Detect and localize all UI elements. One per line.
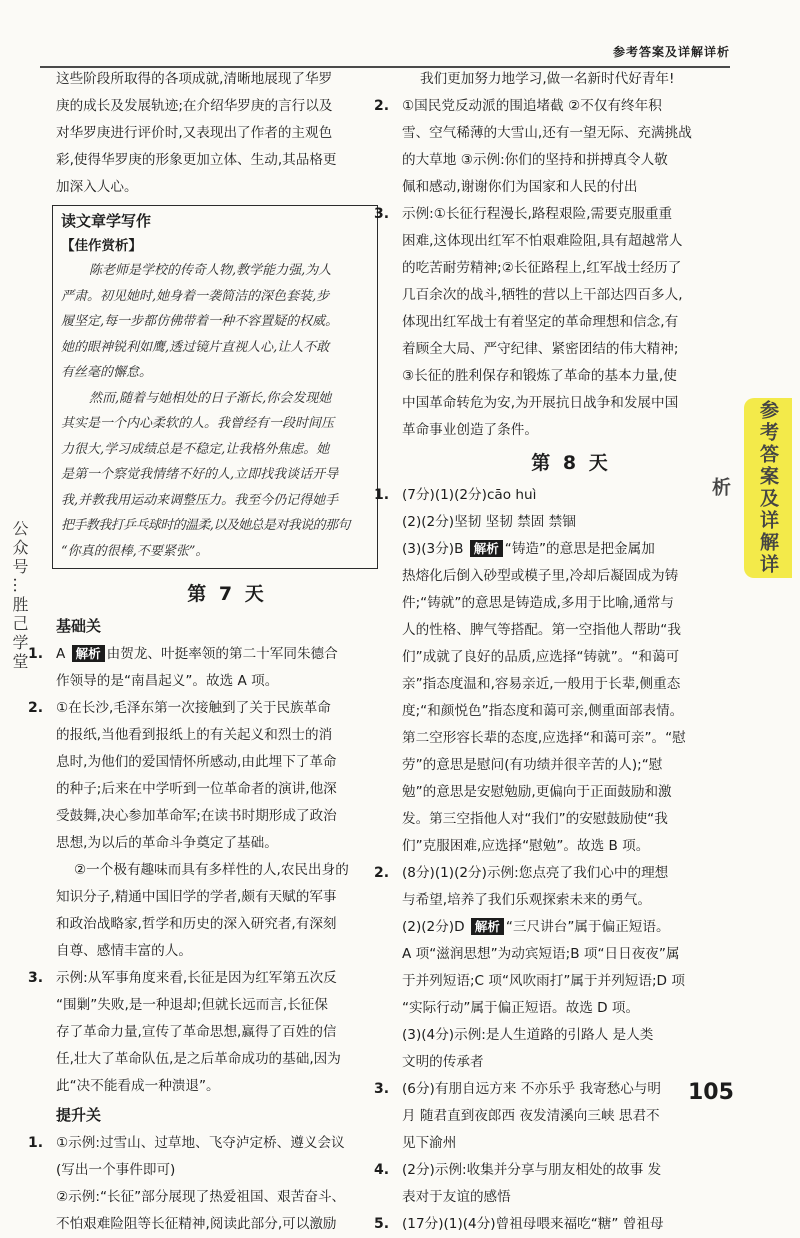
sample-essay: 陈老师是学校的传奇人物,教学能力强,为人 严肃。初见她时,她身着一袭简洁的深色套装,步 履坚定,每一步都仿佛带着一种不容置疑的权威。 她的眼神锐利如鹰,透过镜片直视人心,让人不敢 有丝毫的懈怠。 然而,随着与她相处的日子渐长,你会发现她 其实是一个内心柔软的人。我曾经有一段时间压 力很大,学习成绩总是不稳定,让我格外焦虑。她 是第一个察觉我情绪不好的人,立即找我谈话开导 我,并教我用运动来调整压力。我至今仍记得她手 把手教我打乒乓球时的温柔,以及她总是对我说的那句 “你真的很棒,不要紧张”。 <box>61 263 350 559</box>
day8-question-3: 3. (6分)有朋自远方来 不亦乐乎 我寄愁心与明 月 随君直到夜郎西 夜发清溪向三峡 思君不 见下渝州 <box>374 1081 661 1151</box>
section-basic: 基础关 <box>56 617 102 635</box>
box-subtitle: 【佳作赏析】 <box>61 238 142 254</box>
question-2: 2. ①在长沙,毛泽东第一次接触到了关于民族革命 的报纸,当他看到报纸上的有关起义和烈士的消 息时,为他们的爱国情怀所感动,由此埋下了革命 的种子;后来在中学听到一位革命者的演讲,他深 受鼓舞,决心参加革命军;在读书时期形成了政治 思想,为以后的革命斗争奠定了基础。 ②一个极有趣味而具有多样性的人,农民出身的 知识分子,精通中国旧学的学者,颇有天赋的军事 和政治战略家,哲学和历史的深入研究者,有深刻 自尊、感情丰富的人。 <box>28 700 349 959</box>
writing-box <box>52 205 378 569</box>
analysis-tag: 解析 <box>470 540 503 557</box>
answer-section-tab[interactable]: 参考答案及详解详析 <box>744 398 792 578</box>
page-header <box>40 28 730 68</box>
question-3: 3. 示例:从军事角度来看,长征是因为红军第五次反 “围剿”失败,是一种退却;但就长远而言,长征保 存了革命力量,宣传了革命思想,赢得了百姓的信 任,壮大了革命队伍,是之后革命成功的基础,因为 此“决不能看成一种溃退”。 <box>28 970 341 1094</box>
day8-question-5: 5. (17分)(1)(4分)曾祖母喂来福吃“糖” 曾祖母 <box>374 1216 664 1232</box>
right-column <box>374 66 740 1238</box>
header-title: 参考答案及详解详析 <box>612 45 730 59</box>
day8-question-2: 2. (8分)(1)(2分)示例:您点亮了我们心中的理想 与希望,培养了我们乐观探索未来的勇气。 (2)(2分)D 解析 “三尺讲台”属于偏正短语。 A 项“滋润思想”为动宾短语;B 项“日日夜夜”属 于并列短语;C 项“风吹雨打”属于并列短语;D 项 “实际行动”属于偏正短语。故选 D 项。 (3)(4分)示例:是人生道路的引路人 是人类 文明的传承者 <box>374 865 685 1070</box>
question-1: 1. A 解析 由贺龙、叶挺率领的第二十军同朱德合 作领导的是“南昌起义”。故选 A 项。 <box>28 646 338 689</box>
watermark: 公众号…胜己学堂 <box>10 520 29 672</box>
day8-question-4: 4. (2分)示例:收集并分享与朋友相处的故事 发 表对于友谊的感悟 <box>374 1162 662 1205</box>
day-7-heading: 第 7 天 <box>187 583 267 605</box>
box-title: 读文章学写作 <box>61 212 152 230</box>
question-2-right: 2. ①国民党反动派的围追堵截 ②不仅有终年积 雪、空气稀薄的大雪山,还有一望无际、充满挑战 的大草地 ③示例:你们的坚持和拼搏真令人敬 佩和感动,谢谢你们为国家和人民的付出 <box>374 98 692 195</box>
advanced-question-1: 1. ①示例:过雪山、过草地、飞夺泸定桥、遵义会议 (写出一个事件即可) ②示例:“长征”部分展现了热爱祖国、艰苦奋斗、 不怕艰难险阻等长征精神,阅读此部分,可以激励 <box>28 1135 346 1232</box>
analysis-tag: 解析 <box>72 645 105 662</box>
intro-paragraph: 这些阶段所取得的各项成就,清晰地展现了华罗 庚的成长及发展轨迹;在介绍华罗庚的言行以及 对华罗庚进行评价时,又表现出了作者的主观色 彩,使得华罗庚的形象更加立体、生动,其品格更 加深入人心。 <box>56 71 337 195</box>
section-advanced: 提升关 <box>56 1106 102 1124</box>
day8-question-1: 1. (7分)(1)(2分)cāo huì (2)(2分)坚韧 坚韧 禁固 禁锢 (3)(3分)B 解析 “铸造”的意思是把金属加 热熔化后倒入砂型或模子里,冷却后凝固成为铸 件;“铸就”的意思是铸造成,多用于比喻,通常与 人的性格、脾气等搭配。第一空指他人帮助“我 们”成就了良好的品质,应选择“铸就”。“和蔼可 亲”指态度温和,容易亲近,一般用于长辈,侧重态 度;“和颜悦色”指态度和蔼可亲,侧重面部表情。 第二空形容长辈的态度,应选择“和蔼可亲”。“慰 劳”的意思是慰问(有功绩并很辛苦的人);“慰 勉”的意思是安慰勉励,更偏向于正面鼓励和激 发。第三空指他人对“我们”的安慰鼓励使“我 们”克服困难,应选择“慰勉”。故选 B 项。 <box>374 487 686 854</box>
continued-text: 我们更加努力地学习,做一名新时代好青年! <box>420 71 675 87</box>
analysis-tag: 解析 <box>471 918 504 935</box>
page-number: 105 <box>688 1080 734 1105</box>
day-8-heading: 第 8 天 <box>531 452 611 474</box>
question-3-right: 3. 示例:①长征行程漫长,路程艰险,需要克服重重 困难,这体现出红军不怕艰难险阻,具有超越常人 的吃苦耐劳精神;②长征路程上,红军战士经历了 几百余次的战斗,牺牲的营以上干部达四百多人, 体现出红军战士有着坚定的革命理想和信念,有 着顾全大局、严守纪律、紧密团结的伟大精神; ③长征的胜利保存和锻炼了革命的基本力量,使 中国革命转危为安,为开展抗日战争和发展中国 革命事业创造了条件。 <box>374 206 683 438</box>
left-column <box>28 66 398 1238</box>
